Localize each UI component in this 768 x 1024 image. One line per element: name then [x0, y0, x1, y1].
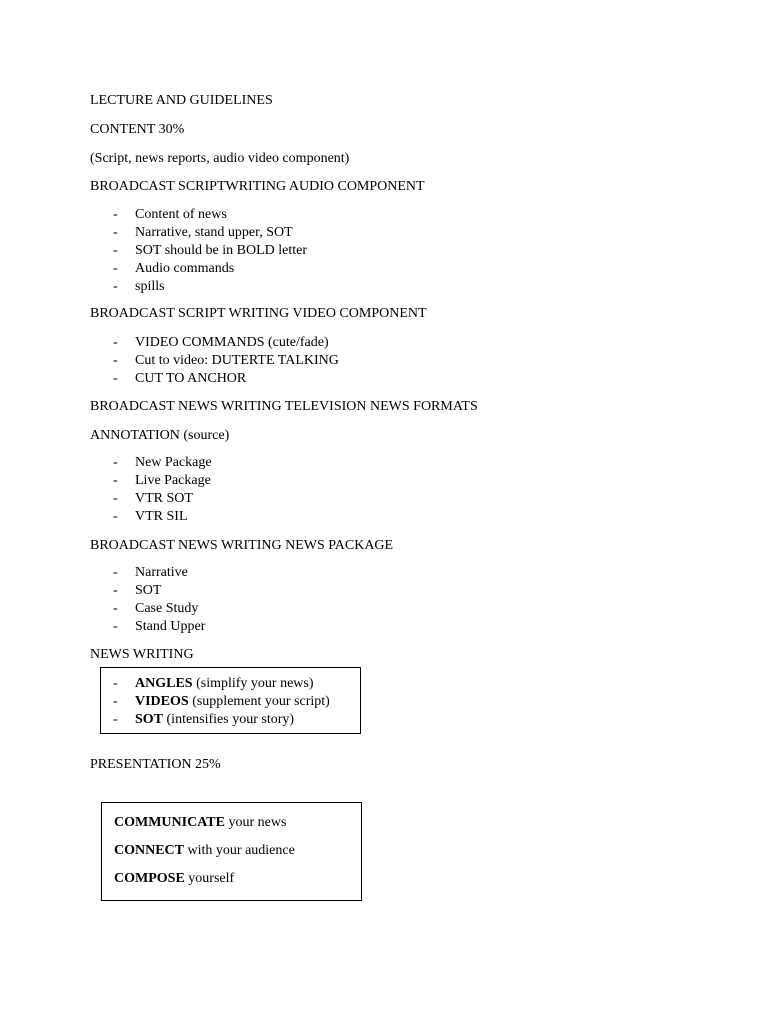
presentation-item: COMPOSE yourself	[114, 871, 235, 886]
audio-component-list	[113, 206, 307, 296]
news-writing-box	[100, 667, 361, 734]
list-item: - CUT TO ANCHOR	[113, 371, 247, 386]
list-item: - SOT should be in BOLD letter	[113, 243, 308, 258]
presentation-heading: PRESENTATION 25%	[90, 757, 221, 772]
news-package-list	[113, 564, 205, 636]
list-item: - Content of news	[113, 207, 227, 222]
content-note: (Script, news reports, audio video component)	[90, 151, 350, 166]
news-formats-heading: BROADCAST NEWS WRITING TELEVISION NEWS FORMATS	[90, 399, 478, 414]
list-item: - SOT (intensifies your story)	[113, 712, 295, 727]
list-item: - VIDEO COMMANDS (cute/fade)	[113, 335, 329, 350]
news-writing-heading: NEWS WRITING	[90, 647, 194, 662]
news-package-heading: BROADCAST NEWS WRITING NEWS PACKAGE	[90, 538, 394, 553]
list-item: - New Package	[113, 455, 212, 470]
list-item: - spills	[113, 279, 165, 294]
video-component-list	[113, 334, 339, 388]
list-item: - SOT	[113, 583, 162, 598]
document-title: LECTURE AND GUIDELINES	[90, 93, 273, 108]
list-item: - Audio commands	[113, 261, 235, 276]
list-item: - ANGLES (simplify your news)	[113, 676, 314, 691]
list-item: - Cut to video: DUTERTE TALKING	[113, 353, 339, 368]
presentation-item: COMMUNICATE your news	[114, 815, 287, 830]
audio-component-heading: BROADCAST SCRIPTWRITING AUDIO COMPONENT	[90, 179, 425, 194]
presentation-box	[101, 802, 362, 901]
content-heading: CONTENT 30%	[90, 122, 185, 137]
list-item: - Narrative, stand upper, SOT	[113, 225, 293, 240]
annotation-list	[113, 454, 212, 526]
list-item: - VTR SIL	[113, 509, 188, 524]
list-item: - Stand Upper	[113, 619, 206, 634]
annotation-heading: ANNOTATION (source)	[90, 428, 230, 443]
list-item: - VTR SOT	[113, 491, 193, 506]
list-item: - VIDEOS (supplement your script)	[113, 694, 330, 709]
news-writing-list	[113, 675, 360, 729]
video-component-heading: BROADCAST SCRIPT WRITING VIDEO COMPONENT	[90, 306, 427, 321]
list-item: - Case Study	[113, 601, 199, 616]
list-item: - Live Package	[113, 473, 211, 488]
presentation-item: CONNECT with your audience	[114, 843, 295, 858]
list-item: - Narrative	[113, 565, 188, 580]
